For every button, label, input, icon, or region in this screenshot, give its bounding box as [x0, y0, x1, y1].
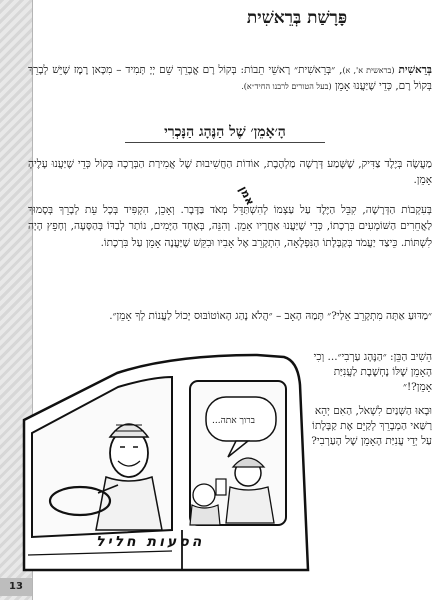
side-text-column: [310, 350, 432, 457]
diagonal-overlay-text: אמן: [236, 184, 257, 208]
verse-source: (בראשית א', א): [342, 66, 395, 75]
side-paragraph-1: הֵשִׁיב הַבֵּן: ״הַנֶּהָג עַרְבִי״... וְכִי הָאָמֵן שֶׁלּוֹ נֶחְשֶׁבֶת לַעֲנִיַּת אָמֵן?!״: [313, 351, 432, 394]
vehicle-sign: הסעות חליל: [96, 534, 205, 550]
verse-block: [28, 62, 432, 95]
story-paragraph-3: ״מַדּוּעַ אַתָּה מִתְקָרֵב אֵלַי?״ תָּמַהּ הָאָב – ״הֲלֹא נֶהַג הָאוֹטוֹבּוּס יָכוֹל לַעֲנוֹת לְךָ אָמֵן״.: [109, 310, 432, 322]
verse-citation: (בעל הטורים לרבנו החיד״א).: [241, 82, 332, 92]
story-paragraph-1: מַעֲשֶׂה בְּיֶלֶד צַדִּיק, שֶׁשָּׁמַע דְּרָשָׁה מַלְהֶבֶת, אוֹדוֹת הַחֲשִׁיבוּת שֶׁל אֲמִירַת הַבְּרָכָה בְּקוֹל כְּדֵי שֶׁיַּעֲנוּ עָלֶיהָ אָמֵן.: [28, 158, 432, 187]
page-title: פָּרָשַׁת בְּרֵאשִׁית: [246, 8, 348, 28]
story-paragraph-2: בְּעִקְבוֹת הַדְּרָשָׁה, קִבֵּל הַיֶּלֶד עַל עַצְמוֹ לְהִשְׁתַּדֵּל מְאֹד בַּדָּבָר. וְאָכֵן, הִקְפִּיד בְּכָל עֵת לְבָרֵךְ בְּסָמוּךְ לַאֲחֵרִים הַשּׁוֹמְעִים בִּרְכָתוֹ, כְּדֵי שֶׁיַּעֲנוּ אַחֲרָיו אָמֵן. וְהִנֵּה, בְּאֶחָד הַיָּמִים, נוֹתַר לְבַדּוֹ בְּהַסָּעָה, וְחָפֵץ הָיָה לִשְׁתּוֹת. כֵּיצַד יַעֲמֹד בְּקַבָּלָתוֹ הַנִּפְלָאָה, הִתְקָרֵב אֶל אָבִיו וּבִקֵּשׁ שֶׁיַּעֲנֶה אָמֵן עַל בִּרְכָתוֹ.: [28, 204, 432, 249]
section-title: הָ׳אָמֵן׳ שֶׁל הַנֶּהָג הַנָּכְרִי: [116, 124, 334, 143]
side-paragraph-2: וּבָאוּ הַשְּׁנַיִם לִשְׁאֹל, הַאִם יְהֵא רַשַּׁאי הַמְבָרֵךְ לְקַיֵּם אֶת קַבָּלָתוֹ עַל יְדֵי עֲנִיַּת הָאָמֵן שֶׁל הָעַרְבִי?: [311, 404, 432, 448]
page-number: 13: [0, 578, 32, 596]
verse-lead: בְּרֵאשִׁית: [398, 64, 432, 76]
verse-text: , ״בְּרֵאשִׁית״ רָאשֵׁי תֵבוֹת: בְּקוֹל רָם אֱבָרֵךְ שֵׁם יְיָ תָּמִיד – מִכָּאן רֶמֶז שֶׁיֵּשׁ לְבָרֵךְ בְּקוֹל רָם, כְּדֵי שֶׁיַּעֲנוּ אָמֵן: [28, 64, 432, 93]
speech-bubble-text: ברוך אתה...: [212, 416, 255, 426]
